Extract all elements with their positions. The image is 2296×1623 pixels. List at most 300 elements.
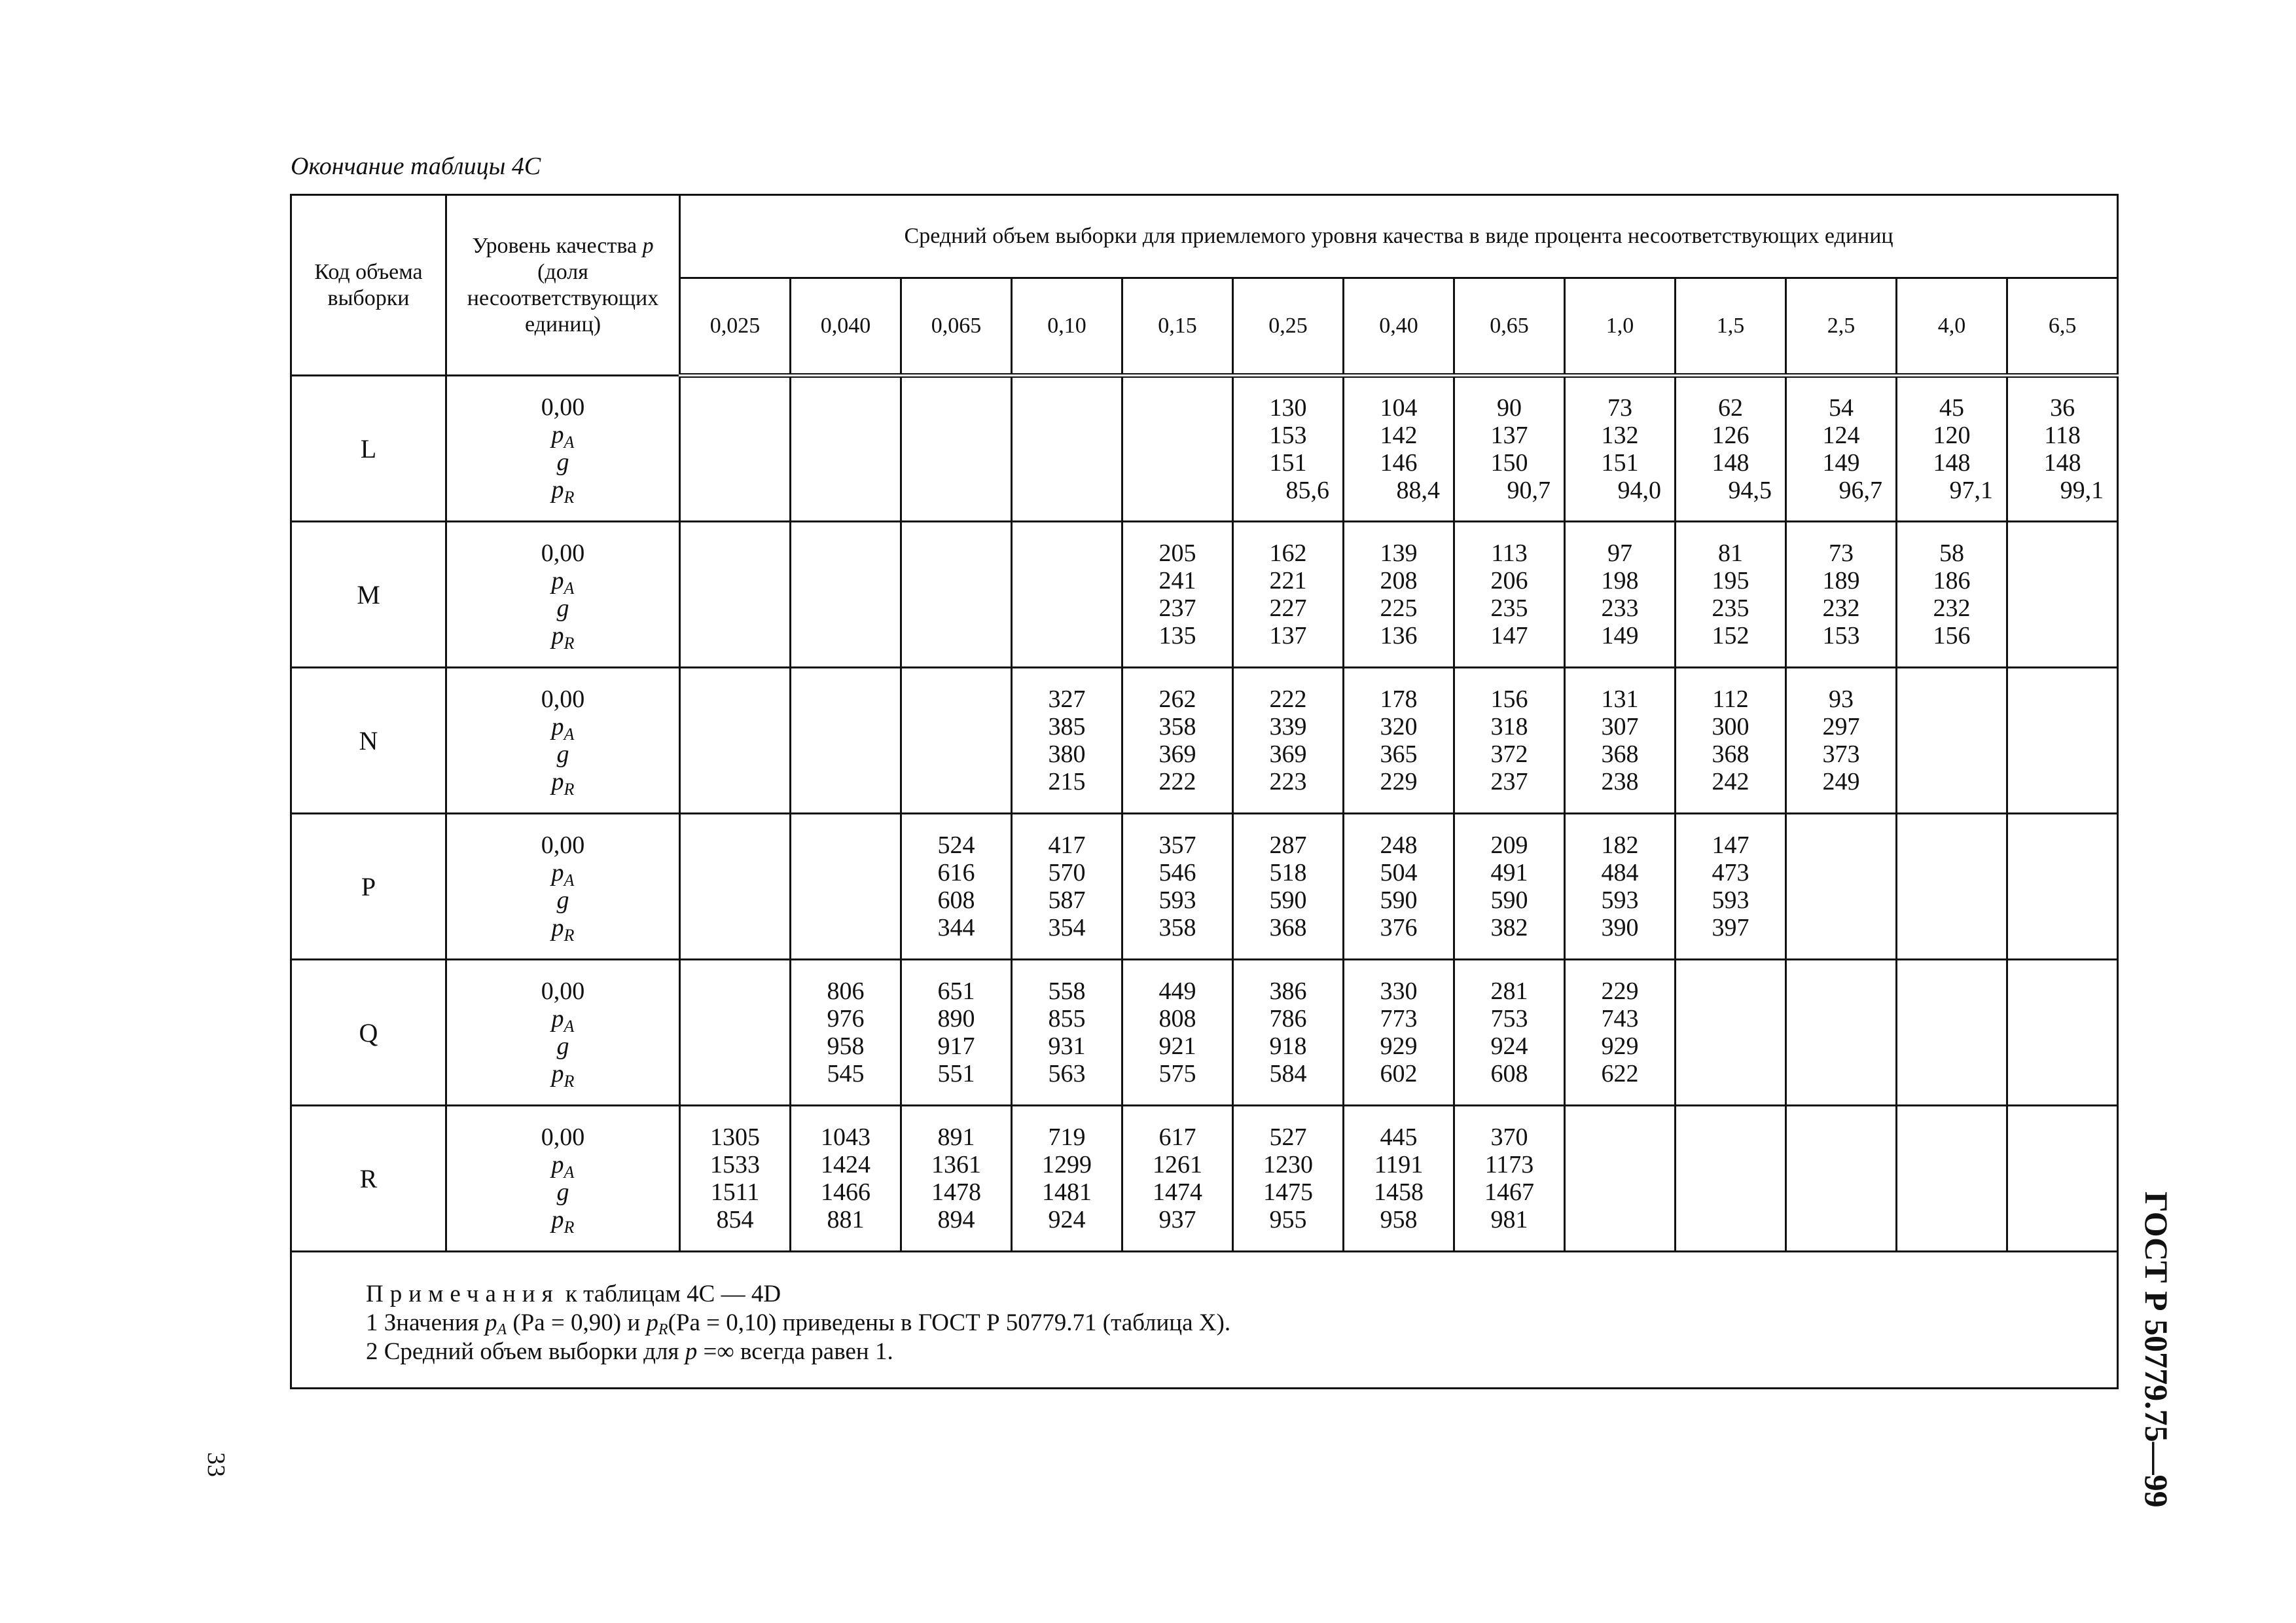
- table-cell: [1897, 1106, 2007, 1252]
- parameter-labels: [446, 668, 680, 814]
- cell-value: 232: [1822, 594, 1860, 622]
- param-g-text: g: [556, 886, 569, 914]
- cell-value: 189: [1822, 567, 1860, 594]
- table-cell: [1676, 1106, 1786, 1252]
- cell-value: 148: [1933, 449, 1971, 477]
- header-quality-level-b: (доля несоответствующих единиц): [467, 259, 659, 337]
- note-1-sub: A: [497, 1321, 507, 1338]
- cell-value: 368: [1601, 740, 1639, 768]
- cell-value: 96,7: [1839, 477, 1882, 504]
- cell-value: 139: [1380, 539, 1418, 567]
- cell-value: 85,6: [1285, 477, 1329, 504]
- cell-value: 773: [1380, 1005, 1418, 1032]
- cell-value: 587: [1048, 886, 1086, 914]
- cell-value: 491: [1490, 859, 1528, 886]
- cell-value: 1475: [1263, 1178, 1313, 1206]
- cell-value: 1458: [1374, 1178, 1424, 1206]
- cell-value: 931: [1048, 1032, 1086, 1060]
- cell-value: 237: [1490, 768, 1528, 795]
- param-pr-sub: R: [564, 780, 575, 799]
- cell-value: 616: [937, 859, 975, 886]
- param-pa-sub: A: [564, 433, 575, 452]
- param-pr-p: p: [551, 476, 564, 503]
- cell-value: 93: [1829, 685, 1854, 713]
- table-row: [291, 960, 2118, 1106]
- param-pr: [447, 622, 679, 653]
- cell-value: 955: [1269, 1206, 1307, 1233]
- param-zero: 0,00: [541, 393, 585, 421]
- cell-value: 151: [1601, 449, 1639, 477]
- table-cell: [1233, 376, 1344, 522]
- cell-value: 929: [1601, 1032, 1639, 1060]
- table-cell: [2007, 668, 2118, 814]
- param-pr: [447, 476, 679, 507]
- table-cell: [1122, 1106, 1233, 1252]
- param-pa: [447, 567, 679, 598]
- param-pr-p: p: [551, 914, 564, 941]
- cell-value: 99,1: [2060, 477, 2104, 504]
- param-pa: [447, 421, 679, 452]
- note-1-a: 1 Значения: [366, 1309, 485, 1336]
- cell-value: 786: [1269, 1005, 1307, 1032]
- cell-value: 570: [1048, 859, 1086, 886]
- table-cell: [1344, 1106, 1454, 1252]
- table-cell: [1676, 814, 1786, 960]
- cell-value: 58: [1939, 539, 1964, 567]
- table-cell: [1454, 1106, 1565, 1252]
- cell-value: 205: [1158, 539, 1196, 567]
- cell-value: 354: [1048, 914, 1086, 941]
- param-pr-p: p: [551, 768, 564, 795]
- table-cell: [1897, 376, 2007, 522]
- table-cell: [791, 814, 901, 960]
- cell-value: 232: [1933, 594, 1971, 622]
- param-g: [447, 886, 679, 914]
- cell-value: 373: [1822, 740, 1860, 768]
- cell-value: 182: [1601, 831, 1639, 859]
- cell-value: 90: [1497, 394, 1522, 422]
- cell-value: 206: [1490, 567, 1528, 594]
- cell-value: 1299: [1042, 1151, 1092, 1178]
- param-zero: 0,00: [541, 831, 585, 859]
- cell-value: 215: [1048, 768, 1086, 795]
- table-cell: [1565, 376, 1676, 522]
- cell-value: 380: [1048, 740, 1086, 768]
- cell-value: 558: [1048, 977, 1086, 1005]
- param-g: [447, 594, 679, 622]
- param-pa-sub: A: [564, 725, 575, 744]
- cell-value: 118: [2044, 422, 2081, 449]
- table-cell: [680, 668, 791, 814]
- cell-value: 891: [937, 1123, 975, 1151]
- table-cell: [901, 376, 1012, 522]
- cell-value: 131: [1601, 685, 1639, 713]
- param-pr: [447, 914, 679, 945]
- table-cell: [1233, 1106, 1344, 1252]
- table-notes: [291, 1252, 2118, 1389]
- cell-value: 300: [1712, 713, 1749, 740]
- cell-value: 124: [1822, 422, 1860, 449]
- cell-value: 894: [937, 1206, 975, 1233]
- cell-value: 484: [1601, 859, 1639, 886]
- param-pa-p: p: [551, 1005, 564, 1032]
- table-cell: [791, 522, 901, 668]
- cell-value: 149: [1601, 622, 1639, 649]
- cell-value: 104: [1380, 394, 1418, 422]
- cell-value: 929: [1380, 1032, 1418, 1060]
- cell-value: 575: [1158, 1060, 1196, 1087]
- cell-value: 151: [1269, 449, 1307, 477]
- table-cell: [901, 960, 1012, 1106]
- cell-value: 148: [2043, 449, 2081, 477]
- header-sample-code: [291, 195, 446, 376]
- table-cell: [1786, 376, 1897, 522]
- table-cell: [1344, 814, 1454, 960]
- cell-value: 249: [1822, 768, 1860, 795]
- param-pa: [447, 1005, 679, 1036]
- table-cell: [1012, 960, 1122, 1106]
- cell-value: 368: [1269, 914, 1307, 941]
- table-cell: [1454, 814, 1565, 960]
- header-quality-level: [446, 195, 680, 376]
- table-cell: [1786, 960, 1897, 1106]
- notes-title-tail: к таблицам 4С — 4D: [559, 1281, 781, 1307]
- cell-value: 248: [1380, 831, 1418, 859]
- param-pr-p: p: [551, 1060, 564, 1087]
- table-cell: [2007, 522, 2118, 668]
- cell-value: 178: [1380, 685, 1418, 713]
- cell-value: 386: [1269, 977, 1307, 1005]
- cell-value: 1474: [1153, 1178, 1202, 1206]
- cell-value: 209: [1490, 831, 1528, 859]
- cell-value: 62: [1718, 394, 1743, 422]
- param-zero: 0,00: [541, 539, 585, 567]
- cell-value: 233: [1601, 594, 1639, 622]
- parameter-labels: [446, 960, 680, 1106]
- note-1-p2: p: [646, 1309, 658, 1336]
- header-aql-2: 0,065: [901, 278, 1012, 376]
- cell-value: 81: [1718, 539, 1743, 567]
- param-pr-sub: R: [564, 926, 575, 945]
- param-zero: 0,00: [541, 977, 585, 1005]
- table-cell: [1897, 960, 2007, 1106]
- cell-value: 130: [1269, 394, 1307, 422]
- cell-value: 518: [1269, 859, 1307, 886]
- table-cell: [1454, 522, 1565, 668]
- cell-value: 156: [1933, 622, 1971, 649]
- param-pa-sub: A: [564, 579, 575, 598]
- cell-value: 1511: [710, 1178, 760, 1206]
- cell-value: 806: [827, 977, 865, 1005]
- cell-value: 369: [1158, 740, 1196, 768]
- cell-value: 132: [1601, 422, 1639, 449]
- cell-value: 1478: [931, 1178, 981, 1206]
- table-cell: [1122, 376, 1233, 522]
- cell-value: 136: [1380, 622, 1418, 649]
- table-cell: [680, 960, 791, 1106]
- param-pa-sub: A: [564, 1017, 575, 1036]
- cell-value: 917: [937, 1032, 975, 1060]
- table-cell: [901, 668, 1012, 814]
- cell-value: 368: [1712, 740, 1749, 768]
- cell-value: 186: [1933, 567, 1971, 594]
- table-cell: [901, 522, 1012, 668]
- cell-value: 73: [1829, 539, 1854, 567]
- cell-value: 382: [1490, 914, 1528, 941]
- param-pr-sub: R: [564, 634, 575, 653]
- table-cell: [1565, 668, 1676, 814]
- cell-value: 94,0: [1617, 477, 1661, 504]
- cell-value: 238: [1601, 768, 1639, 795]
- header-aql-1: 0,040: [791, 278, 901, 376]
- cell-value: 546: [1158, 859, 1196, 886]
- cell-value: 524: [937, 831, 975, 859]
- param-g-text: g: [556, 1178, 569, 1206]
- table-cell: [1122, 960, 1233, 1106]
- param-pa: [447, 1151, 679, 1182]
- table-cell: [2007, 1106, 2118, 1252]
- cell-value: 320: [1380, 713, 1418, 740]
- cell-value: 156: [1490, 685, 1528, 713]
- table-cell: [1676, 522, 1786, 668]
- cell-value: 36: [2050, 394, 2075, 422]
- sample-code: Q: [291, 960, 446, 1106]
- param-pr-sub: R: [564, 1072, 575, 1091]
- table-cell: [1012, 668, 1122, 814]
- cell-value: 241: [1158, 567, 1196, 594]
- cell-value: 222: [1269, 685, 1307, 713]
- cell-value: 88,4: [1396, 477, 1440, 504]
- cell-value: 90,7: [1507, 477, 1551, 504]
- cell-value: 73: [1607, 394, 1632, 422]
- sample-code: L: [291, 376, 446, 522]
- table-cell: [1122, 668, 1233, 814]
- cell-value: 527: [1269, 1123, 1307, 1151]
- param-pr-p: p: [551, 622, 564, 649]
- note-1: [366, 1309, 2117, 1338]
- param-g-text: g: [556, 594, 569, 622]
- table-cell: [1676, 960, 1786, 1106]
- cell-value: 397: [1712, 914, 1749, 941]
- table-cell: [1122, 522, 1233, 668]
- cell-value: 551: [937, 1060, 975, 1087]
- cell-value: 149: [1822, 449, 1860, 477]
- parameter-labels: [446, 376, 680, 522]
- cell-value: 365: [1380, 740, 1418, 768]
- page-number: 33: [202, 1452, 230, 1477]
- cell-value: 855: [1048, 1005, 1086, 1032]
- table-cell: [680, 1106, 791, 1252]
- table-cell: [1565, 522, 1676, 668]
- table-row: [291, 376, 2118, 522]
- cell-value: 198: [1601, 567, 1639, 594]
- cell-value: 229: [1601, 977, 1639, 1005]
- cell-value: 147: [1490, 622, 1528, 649]
- cell-value: 1230: [1263, 1151, 1313, 1178]
- note-1-p: p: [484, 1309, 497, 1336]
- param-pa-sub: A: [564, 1163, 575, 1182]
- cell-value: 330: [1380, 977, 1418, 1005]
- cell-value: 142: [1380, 422, 1418, 449]
- table-cell: [680, 522, 791, 668]
- table-cell: [1565, 1106, 1676, 1252]
- header-aql-6: 0,40: [1344, 278, 1454, 376]
- cell-value: 137: [1269, 622, 1307, 649]
- table-row: [291, 1106, 2118, 1252]
- cell-value: 150: [1490, 449, 1528, 477]
- cell-value: 590: [1380, 886, 1418, 914]
- cell-value: 358: [1158, 914, 1196, 941]
- cell-value: 1467: [1484, 1178, 1534, 1206]
- cell-value: 1305: [710, 1123, 760, 1151]
- header-quality-level-text: [447, 233, 679, 338]
- cell-value: 153: [1822, 622, 1860, 649]
- note-2-b: =∞ всегда равен 1.: [697, 1338, 893, 1365]
- table-cell: [1012, 376, 1122, 522]
- table-row: [291, 522, 2118, 668]
- cell-value: 981: [1490, 1206, 1528, 1233]
- table-cell: [791, 376, 901, 522]
- table-cell: [1786, 668, 1897, 814]
- cell-value: 593: [1712, 886, 1749, 914]
- param-g: [447, 1032, 679, 1060]
- cell-value: 1043: [821, 1123, 870, 1151]
- cell-value: 112: [1712, 685, 1749, 713]
- cell-value: 120: [1933, 422, 1971, 449]
- cell-value: 1361: [931, 1151, 981, 1178]
- param-pr-sub: R: [564, 488, 575, 507]
- header-aql-7: 0,65: [1454, 278, 1565, 376]
- cell-value: 287: [1269, 831, 1307, 859]
- cell-value: 307: [1601, 713, 1639, 740]
- table-cell: [1344, 960, 1454, 1106]
- note-2: [366, 1338, 2117, 1366]
- cell-value: 1191: [1374, 1151, 1424, 1178]
- cell-value: 235: [1712, 594, 1749, 622]
- cell-value: 152: [1712, 622, 1749, 649]
- cell-value: 651: [937, 977, 975, 1005]
- cell-value: 1466: [821, 1178, 870, 1206]
- cell-value: 445: [1380, 1123, 1418, 1151]
- table-cell: [791, 668, 901, 814]
- cell-value: 617: [1158, 1123, 1196, 1151]
- sample-code: N: [291, 668, 446, 814]
- cell-value: 937: [1158, 1206, 1196, 1233]
- cell-value: 97,1: [1949, 477, 1993, 504]
- header-aql-3: 0,10: [1012, 278, 1122, 376]
- cell-value: 137: [1490, 422, 1528, 449]
- cell-value: 358: [1158, 713, 1196, 740]
- table-cell: [1565, 960, 1676, 1106]
- cell-value: 958: [827, 1032, 865, 1060]
- cell-value: 357: [1158, 831, 1196, 859]
- cell-value: 753: [1490, 1005, 1528, 1032]
- cell-value: 593: [1601, 886, 1639, 914]
- cell-value: 608: [937, 886, 975, 914]
- table-cell: [1233, 522, 1344, 668]
- table-cell: [680, 814, 791, 960]
- table-cell: [1786, 1106, 1897, 1252]
- table-cell: [1897, 522, 2007, 668]
- table-cell: [1897, 668, 2007, 814]
- table-cell: [1565, 814, 1676, 960]
- notes-title: [366, 1280, 2117, 1309]
- cell-value: 94,5: [1728, 477, 1772, 504]
- param-pr: [447, 1060, 679, 1091]
- param-pa-p: p: [551, 567, 564, 594]
- header-aql-11: 4,0: [1897, 278, 2007, 376]
- cell-value: 890: [937, 1005, 975, 1032]
- cell-value: 126: [1712, 422, 1749, 449]
- param-g-text: g: [556, 448, 569, 476]
- sample-code: P: [291, 814, 446, 960]
- note-2-a: 2 Средний объем выборки для: [366, 1338, 685, 1365]
- table-cell: [1122, 814, 1233, 960]
- table-row: [291, 668, 2118, 814]
- header-aql-8: 1,0: [1565, 278, 1676, 376]
- cell-value: 584: [1269, 1060, 1307, 1087]
- cell-value: 225: [1380, 594, 1418, 622]
- table-cell: [1676, 668, 1786, 814]
- param-pa: [447, 859, 679, 890]
- header-aql-5: 0,25: [1233, 278, 1344, 376]
- cell-value: 370: [1490, 1123, 1528, 1151]
- table-cell: [901, 814, 1012, 960]
- param-zero: 0,00: [541, 685, 585, 713]
- cell-value: 719: [1048, 1123, 1086, 1151]
- param-pa-p: p: [551, 713, 564, 740]
- param-pa-sub: A: [564, 871, 575, 890]
- cell-value: 229: [1380, 768, 1418, 795]
- cell-value: 223: [1269, 768, 1307, 795]
- cell-value: 563: [1048, 1060, 1086, 1087]
- cell-value: 743: [1601, 1005, 1639, 1032]
- cell-value: 976: [827, 1005, 865, 1032]
- cell-value: 921: [1158, 1032, 1196, 1060]
- parameter-labels: [446, 1106, 680, 1252]
- table-cell: [1344, 376, 1454, 522]
- header-aql-4: 0,15: [1122, 278, 1233, 376]
- note-1-c: (Pa = 0,10) приведены в ГОСТ Р 50779.71 (таблица X).: [668, 1309, 1231, 1336]
- table-cell: [1233, 814, 1344, 960]
- cell-value: 1173: [1484, 1151, 1534, 1178]
- header-aql-12: 6,5: [2007, 278, 2118, 376]
- cell-value: 924: [1490, 1032, 1528, 1060]
- param-pr: [447, 1206, 679, 1237]
- param-g: [447, 448, 679, 476]
- table-cell: [1233, 960, 1344, 1106]
- header-sample-code-text: Код объема выборки: [314, 259, 423, 310]
- table-cell: [1012, 522, 1122, 668]
- table-cell: [2007, 960, 2118, 1106]
- cell-value: 297: [1822, 713, 1860, 740]
- table-cell: [791, 960, 901, 1106]
- cell-value: 318: [1490, 713, 1528, 740]
- cell-value: 390: [1601, 914, 1639, 941]
- table-cell: [1233, 668, 1344, 814]
- cell-value: 449: [1158, 977, 1196, 1005]
- cell-value: 369: [1269, 740, 1307, 768]
- header-quality-level-a: Уровень качества: [472, 233, 643, 258]
- parameter-labels: [446, 522, 680, 668]
- param-g-text: g: [556, 740, 569, 768]
- note-1-b: (Pa = 0,90) и: [507, 1309, 647, 1336]
- cell-value: 590: [1490, 886, 1528, 914]
- cell-value: 545: [827, 1060, 865, 1087]
- cell-value: 281: [1490, 977, 1528, 1005]
- cell-value: 622: [1601, 1060, 1639, 1087]
- cell-value: 1481: [1042, 1178, 1092, 1206]
